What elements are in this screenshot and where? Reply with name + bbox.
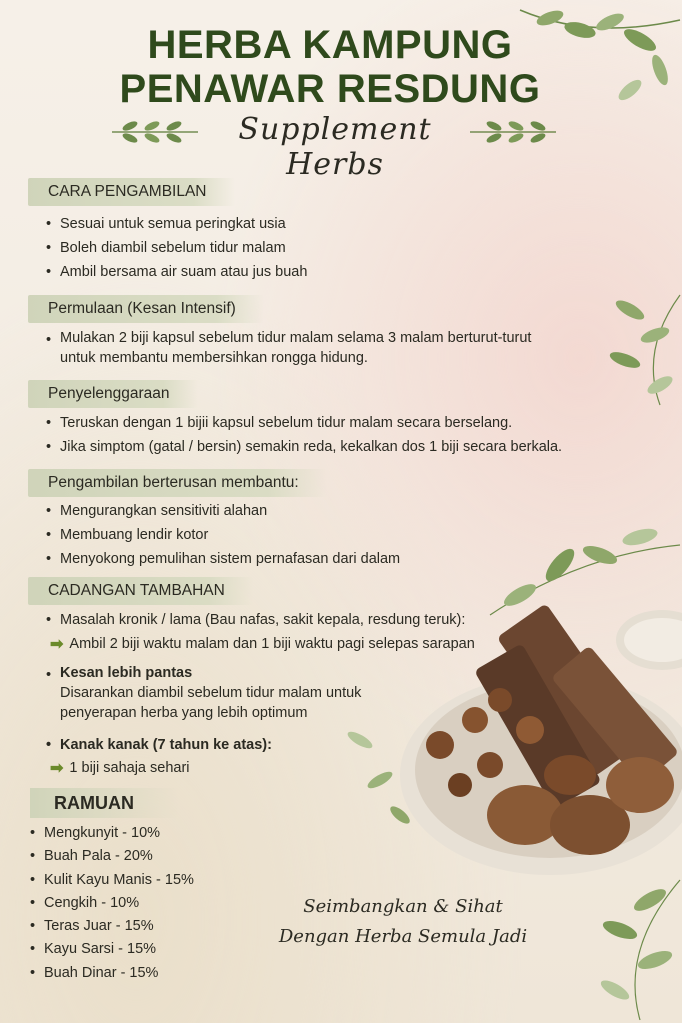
tagline-line-2: Dengan Herba Semula Jadi <box>278 926 528 947</box>
section-heading-penyelenggaraan: Penyelenggaraan <box>28 380 198 408</box>
ingredient-item: • Mengkunyit - 10% <box>30 822 194 845</box>
section-heading-cara-pengambilan: CARA PENGAMBILAN <box>28 178 235 206</box>
cara-pengambilan-list <box>46 212 307 284</box>
list-item: • Teruskan dengan 1 bijii kapsul sebelum tidur malam secara berselang. <box>46 411 562 435</box>
tagline-line-1: Seimbangkan & Sihat <box>303 896 503 917</box>
cadangan-kronik-arrow-row <box>50 634 475 654</box>
list-item-title: • Kesan lebih pantas <box>60 665 193 681</box>
permulaan-list <box>46 328 531 368</box>
list-item: • Masalah kronik / lama (Bau nafas, sakit kepala, resdung teruk): <box>46 608 465 632</box>
penyelenggaraan-list <box>46 411 562 459</box>
leaf-branch-bottom-right-icon <box>560 870 682 1023</box>
cadangan-kanak-dosage: 1 biji sahaja sehari <box>69 760 190 776</box>
laurel-left-icon <box>110 118 200 146</box>
list-item: • Mengurangkan sensitiviti alahan <box>46 499 400 523</box>
ramuan-list <box>30 822 194 985</box>
ingredient-item: • Teras Juar - 15% <box>30 915 194 938</box>
ingredient-item: • Buah Pala - 20% <box>30 845 194 868</box>
list-item: • Boleh diambil sebelum tidur malam <box>46 236 307 260</box>
ingredient-item: • Kulit Kayu Manis - 15% <box>30 869 194 892</box>
cadangan-kronik-list <box>46 608 465 632</box>
list-item: • Ambil bersama air suam atau jus buah <box>46 260 307 284</box>
list-item <box>46 328 531 368</box>
list-item: • Membuang lendir kotor <box>46 523 400 547</box>
list-item-line: • Mulakan 2 biji kapsul sebelum tidur malam selama 3 malam berturut-turut <box>60 330 532 346</box>
list-item-line: penyerapan herba yang lebih optimum <box>60 705 308 721</box>
cadangan-kronik-dosage: Ambil 2 biji waktu malam dan 1 biji waktu pagi selepas sarapan <box>69 636 475 652</box>
ingredient-item: • Kayu Sarsi - 15% <box>30 938 194 961</box>
section-heading-permulaan: Permulaan (Kesan Intensif) <box>28 295 264 323</box>
list-item: • Kanak kanak (7 tahun ke atas): <box>46 733 272 757</box>
arrow-right-icon: ➡ <box>50 636 64 653</box>
list-item-line: untuk membantu membersihkan rongga hidung. <box>60 350 368 366</box>
list-item: • Sesuai untuk semua peringkat usia <box>46 212 307 236</box>
laurel-right-icon <box>468 118 558 146</box>
cadangan-pantas-list <box>46 663 361 723</box>
subtitle-script: Supplement Herbs <box>238 112 432 182</box>
section-heading-ramuan: RAMUAN <box>30 788 178 818</box>
list-item: • Menyokong pemulihan sistem pernafasan dari dalam <box>46 547 400 571</box>
list-item: • Jika simptom (gatal / bersin) semakin reda, kekalkan dos 1 biji secara berkala. <box>46 435 562 459</box>
cadangan-kanak-arrow-row <box>50 758 190 778</box>
cadangan-kanak-list <box>46 733 272 757</box>
list-item <box>46 663 361 723</box>
ingredient-item: • Cengkih - 10% <box>30 892 194 915</box>
page-title-line-2: PENAWAR RESDUNG <box>119 67 541 111</box>
pengambilan-list <box>46 499 400 571</box>
leaf-branch-mid-right-icon <box>600 290 682 410</box>
list-item-line: Disarankan diambil sebelum tidur malam untuk <box>60 685 362 701</box>
section-heading-cadangan: CADANGAN TAMBAHAN <box>28 577 253 605</box>
arrow-right-icon: ➡ <box>50 760 64 777</box>
page-title-line-1: HERBA KAMPUNG <box>147 23 513 67</box>
section-heading-pengambilan: Pengambilan berterusan membantu: <box>28 469 327 497</box>
ingredient-item: • Buah Dinar - 15% <box>30 962 194 985</box>
